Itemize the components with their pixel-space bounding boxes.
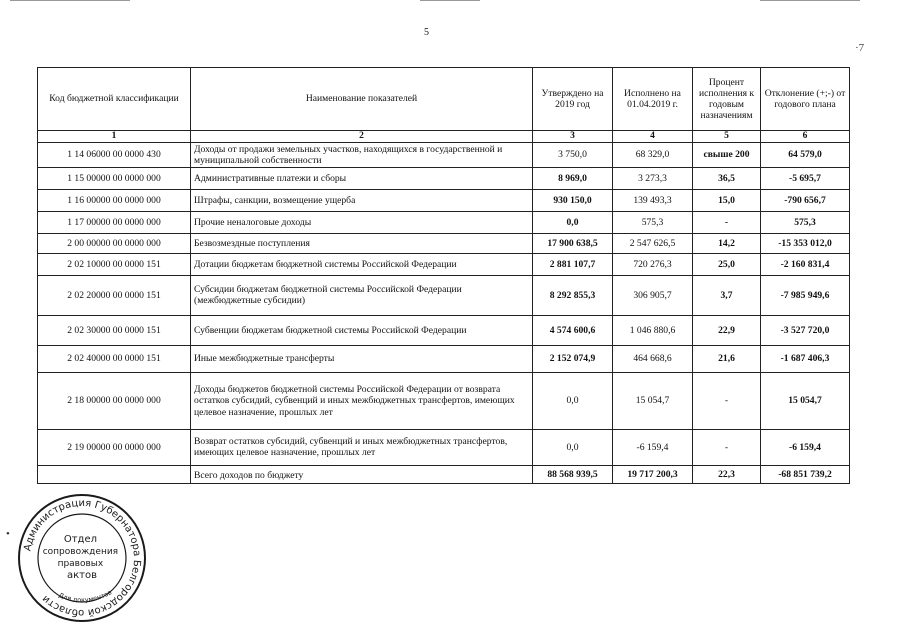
cell-deviation: -5 695,7 bbox=[761, 167, 850, 189]
cell-executed: 464 668,6 bbox=[613, 345, 693, 372]
cell-code: 1 15 00000 00 0000 000 bbox=[38, 167, 191, 189]
cell-deviation: 575,3 bbox=[761, 211, 850, 233]
column-number: 2 bbox=[191, 131, 533, 143]
scan-edge-line bbox=[760, 0, 860, 1]
cell-approved: 0,0 bbox=[533, 211, 613, 233]
cell-deviation: -15 353 012,0 bbox=[761, 233, 850, 253]
stamp-line: сопровождения bbox=[42, 547, 119, 557]
cell-deviation: 15 054,7 bbox=[761, 372, 850, 429]
cell-percent: - bbox=[693, 211, 761, 233]
column-number: 4 bbox=[613, 131, 693, 143]
cell-percent: 22,9 bbox=[693, 315, 761, 345]
office-stamp bbox=[16, 492, 148, 624]
cell-code: 2 00 00000 00 0000 000 bbox=[38, 233, 191, 253]
header-code: Код бюджетной классификации bbox=[38, 68, 191, 131]
cell-deviation: -1 687 406,3 bbox=[761, 345, 850, 372]
cell-name: Субсидии бюджетам бюджетной системы Российской Федерации (межбюджетные субсидии) bbox=[191, 275, 533, 315]
cell-approved: 0,0 bbox=[533, 372, 613, 429]
cell-approved: 930 150,0 bbox=[533, 189, 613, 211]
cell-deviation: -68 851 739,2 bbox=[761, 465, 850, 483]
cell-executed: 720 276,3 bbox=[613, 253, 693, 275]
cell-percent: 22,3 bbox=[693, 465, 761, 483]
scan-edge-line bbox=[420, 0, 480, 1]
cell-code: 2 19 00000 00 0000 000 bbox=[38, 429, 191, 465]
corner-mark: ·7 bbox=[855, 42, 865, 54]
cell-code: 1 16 00000 00 0000 000 bbox=[38, 189, 191, 211]
cell-approved: 8 969,0 bbox=[533, 167, 613, 189]
stamp-line: актов bbox=[66, 570, 98, 581]
budget-table bbox=[37, 67, 850, 484]
cell-name: Субвенции бюджетам бюджетной системы Российской Федерации bbox=[191, 315, 533, 345]
header-percent: Процент исполнения к годовым назначениям bbox=[693, 68, 761, 131]
cell-percent: 25,0 bbox=[693, 253, 761, 275]
cell-name: Иные межбюджетные трансферты bbox=[191, 345, 533, 372]
cell-deviation: -7 985 949,6 bbox=[761, 275, 850, 315]
header-deviation: Отклонение (+;-) от годового плана bbox=[761, 68, 850, 131]
cell-executed: 15 054,7 bbox=[613, 372, 693, 429]
table-row bbox=[38, 372, 850, 429]
cell-executed: 68 329,0 bbox=[613, 142, 693, 167]
table-row bbox=[38, 345, 850, 372]
cell-percent: 14,2 bbox=[693, 233, 761, 253]
stamp-line: правовых bbox=[57, 559, 104, 569]
stamp-ring-text: Администрация Губернатора Белгородской области bbox=[22, 497, 143, 619]
cell-approved: 3 750,0 bbox=[533, 142, 613, 167]
cell-name: Административные платежи и сборы bbox=[191, 167, 533, 189]
column-number: 6 bbox=[761, 131, 850, 143]
cell-executed: -6 159,4 bbox=[613, 429, 693, 465]
table-row bbox=[38, 275, 850, 315]
cell-approved: 2 881 107,7 bbox=[533, 253, 613, 275]
cell-name: Доходы бюджетов бюджетной системы Российской Федерации от возврата остатков субсидий, субвенций и иных межбюджетных трансфертов, имеющих целевое назначение, прошлых лет bbox=[191, 372, 533, 429]
column-number: 1 bbox=[38, 131, 191, 143]
svg-text:Отдел сопровождения пр bbox=[43, 534, 122, 581]
cell-deviation: -3 527 720,0 bbox=[761, 315, 850, 345]
cell-percent: - bbox=[693, 429, 761, 465]
cell-deviation: -2 160 831,4 bbox=[761, 253, 850, 275]
cell-percent: 36,5 bbox=[693, 167, 761, 189]
cell-approved: 88 568 939,5 bbox=[533, 465, 613, 483]
cell-deviation: 64 579,0 bbox=[761, 142, 850, 167]
cell-code: 1 17 00000 00 0000 000 bbox=[38, 211, 191, 233]
table-row bbox=[38, 189, 850, 211]
cell-code bbox=[38, 465, 191, 483]
cell-executed: 2 547 626,5 bbox=[613, 233, 693, 253]
cell-executed: 1 046 880,6 bbox=[613, 315, 693, 345]
cell-approved: 0,0 bbox=[533, 429, 613, 465]
column-number: 3 bbox=[533, 131, 613, 143]
cell-name: Безвозмездные поступления bbox=[191, 233, 533, 253]
table-row bbox=[38, 211, 850, 233]
cell-percent: 21,6 bbox=[693, 345, 761, 372]
table-header-row bbox=[38, 68, 850, 131]
column-number: 5 bbox=[693, 131, 761, 143]
cell-code: 2 02 20000 00 0000 151 bbox=[38, 275, 191, 315]
stamp-bottom-text: Для документов bbox=[57, 588, 114, 605]
column-number-row bbox=[38, 131, 850, 143]
cell-executed: 575,3 bbox=[613, 211, 693, 233]
cell-deviation: -790 656,7 bbox=[761, 189, 850, 211]
scan-edge-line bbox=[10, 0, 130, 1]
cell-name: Доходы от продажи земельных участков, находящихся в государственной и муниципальной собственности bbox=[191, 142, 533, 167]
cell-approved: 2 152 074,9 bbox=[533, 345, 613, 372]
cell-executed: 3 273,3 bbox=[613, 167, 693, 189]
left-mark: • bbox=[6, 528, 10, 540]
cell-percent: - bbox=[693, 372, 761, 429]
table-body bbox=[38, 142, 850, 483]
cell-name: Дотации бюджетам бюджетной системы Российской Федерации bbox=[191, 253, 533, 275]
cell-name: Возврат остатков субсидий, субвенций и иных межбюджетных трансфертов, имеющих целевое назначение, прошлых лет bbox=[191, 429, 533, 465]
table-row-total bbox=[38, 465, 850, 483]
cell-percent: 3,7 bbox=[693, 275, 761, 315]
cell-executed: 139 493,3 bbox=[613, 189, 693, 211]
cell-approved: 8 292 855,3 bbox=[533, 275, 613, 315]
table-row bbox=[38, 429, 850, 465]
table-row bbox=[38, 253, 850, 275]
cell-code: 2 02 10000 00 0000 151 bbox=[38, 253, 191, 275]
header-executed: Исполнено на 01.04.2019 г. bbox=[613, 68, 693, 131]
table-row bbox=[38, 233, 850, 253]
table-row bbox=[38, 315, 850, 345]
stamp-inner-ring bbox=[38, 514, 126, 605]
stamp-line: Отдел bbox=[63, 534, 97, 545]
table-row bbox=[38, 142, 850, 167]
cell-percent: 15,0 bbox=[693, 189, 761, 211]
cell-executed: 306 905,7 bbox=[613, 275, 693, 315]
cell-approved: 17 900 638,5 bbox=[533, 233, 613, 253]
table-row bbox=[38, 167, 850, 189]
page-number: 5 bbox=[424, 27, 429, 38]
cell-code: 2 02 30000 00 0000 151 bbox=[38, 315, 191, 345]
cell-code: 1 14 06000 00 0000 430 bbox=[38, 142, 191, 167]
header-name: Наименование показателей bbox=[191, 68, 533, 131]
cell-executed: 19 717 200,3 bbox=[613, 465, 693, 483]
cell-percent: свыше 200 bbox=[693, 142, 761, 167]
cell-approved: 4 574 600,6 bbox=[533, 315, 613, 345]
cell-deviation: -6 159,4 bbox=[761, 429, 850, 465]
cell-code: 2 02 40000 00 0000 151 bbox=[38, 345, 191, 372]
header-approved: Утверждено на 2019 год bbox=[533, 68, 613, 131]
cell-code: 2 18 00000 00 0000 000 bbox=[38, 372, 191, 429]
cell-name: Прочие неналоговые доходы bbox=[191, 211, 533, 233]
cell-total-label: Всего доходов по бюджету bbox=[191, 465, 533, 483]
cell-name: Штрафы, санкции, возмещение ущерба bbox=[191, 189, 533, 211]
